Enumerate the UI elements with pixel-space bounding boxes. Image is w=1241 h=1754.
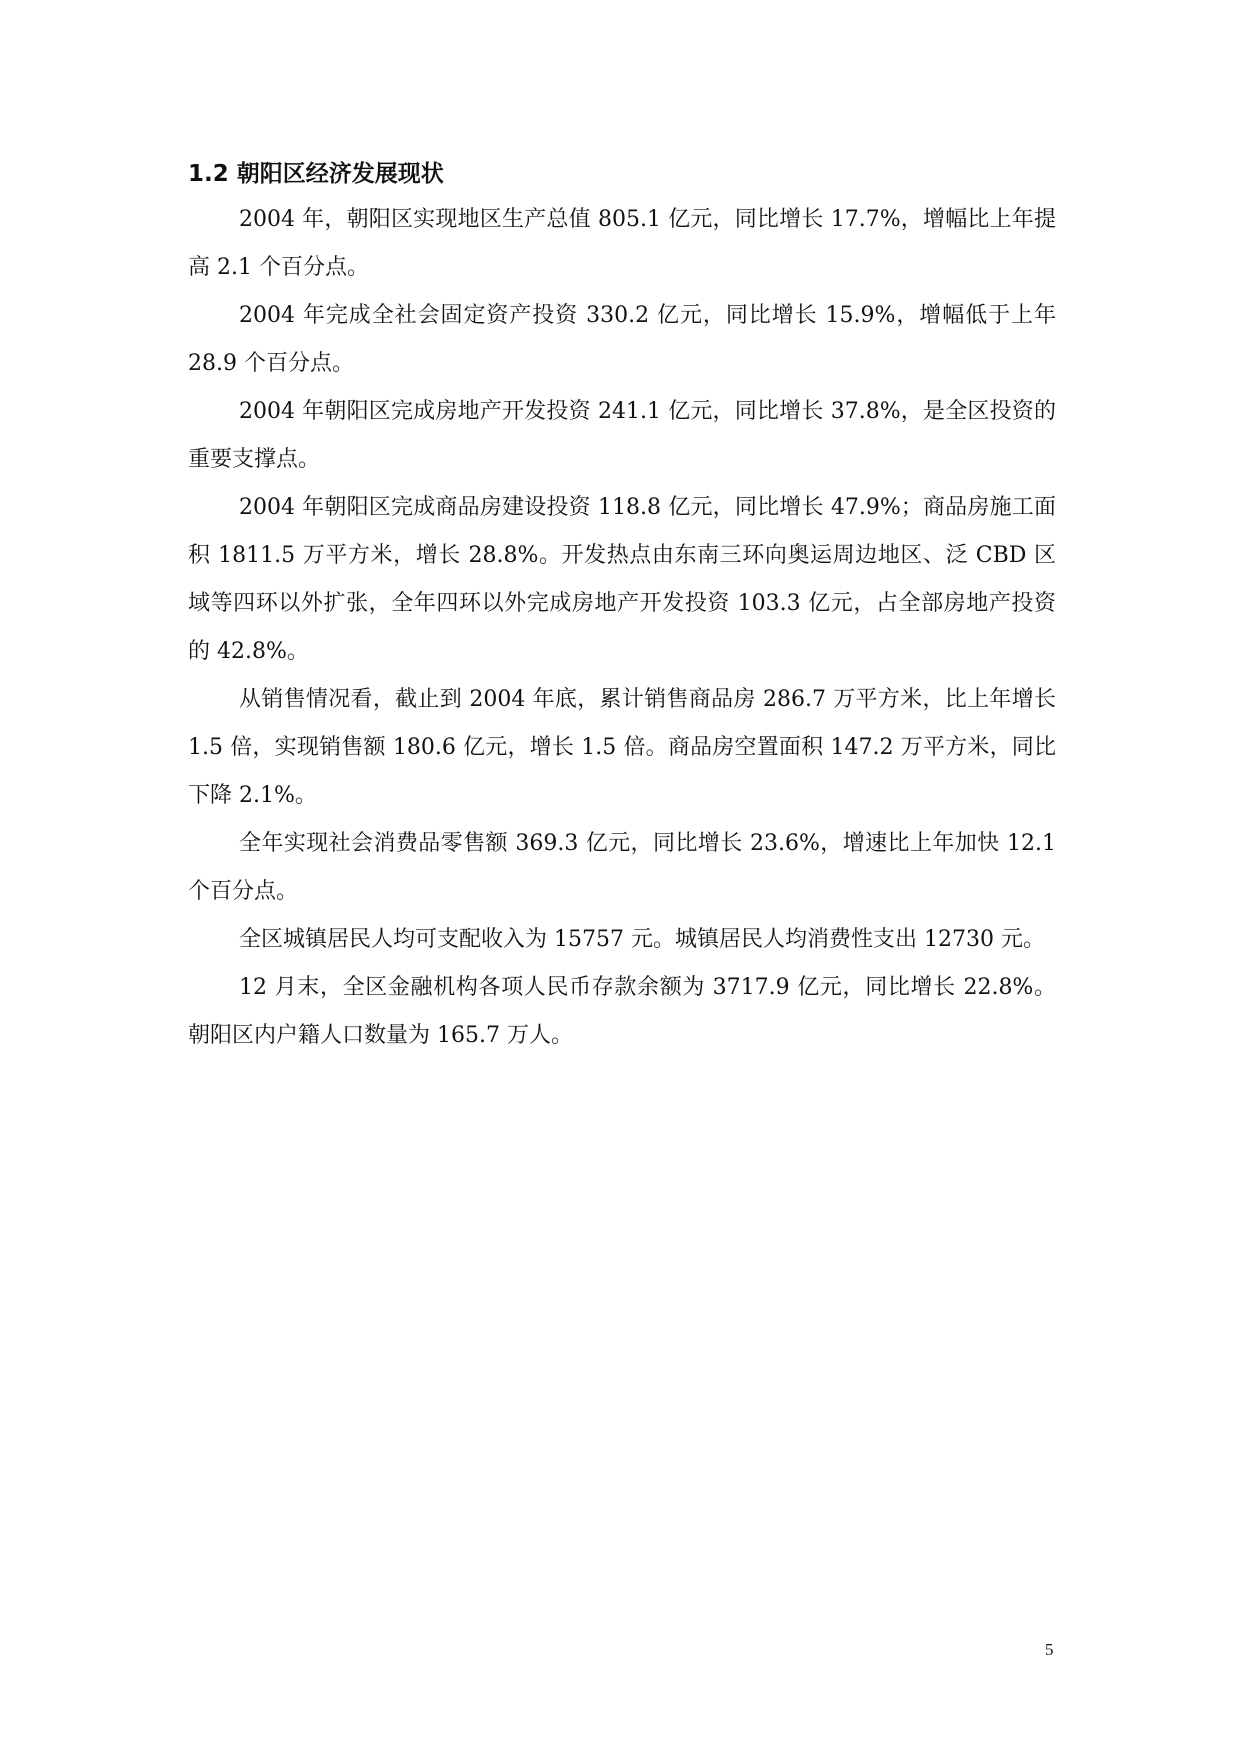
paragraph-commercial-housing: 2004 年朝阳区完成商品房建设投资 118.8 亿元，同比增长 47.9%；商品房施工面积 1811.5 万平方米，增长 28.8%。开发热点由东南三环向奥运周边地区、泛 CBD 区域等四环以外扩张，全年四环以外完成房地产开发投资 103.3 亿元，占全部房地产投资的 42.8%。 xyxy=(188,495,1056,664)
paragraph-retail-sales: 全年实现社会消费品零售额 369.3 亿元，同比增长 23.6%，增速比上年加快 12.1 个百分点。 xyxy=(188,831,1056,904)
paragraph-gdp: 2004 年，朝阳区实现地区生产总值 805.1 亿元，同比增长 17.7%，增幅比上年提高 2.1 个百分点。 xyxy=(188,207,1056,280)
paragraph-income: 全区城镇居民人均可支配收入为 15757 元。城镇居民人均消费性支出 12730 元。 xyxy=(239,927,1045,952)
paragraph-deposits-population: 12 月末，全区金融机构各项人民币存款余额为 3717.9 亿元，同比增长 22.8%。朝阳区内户籍人口数量为 165.7 万人。 xyxy=(188,975,1056,1048)
section-heading: 1.2 朝阳区经济发展现状 xyxy=(188,161,444,187)
page-number: 5 xyxy=(1045,1640,1054,1659)
paragraph-fixed-asset-investment: 2004 年完成全社会固定资产投资 330.2 亿元，同比增长 15.9%，增幅低于上年 28.9 个百分点。 xyxy=(188,303,1056,376)
page-content xyxy=(188,160,1056,1060)
paragraph-real-estate-investment: 2004 年朝阳区完成房地产开发投资 241.1 亿元，同比增长 37.8%，是全区投资的重要支撑点。 xyxy=(188,399,1056,472)
paragraph-sales: 从销售情况看，截止到 2004 年底，累计销售商品房 286.7 万平方米，比上年增长 1.5 倍，实现销售额 180.6 亿元，增长 1.5 倍。商品房空置面积 147.2 万平方米，同比下降 2.1%。 xyxy=(188,687,1056,808)
